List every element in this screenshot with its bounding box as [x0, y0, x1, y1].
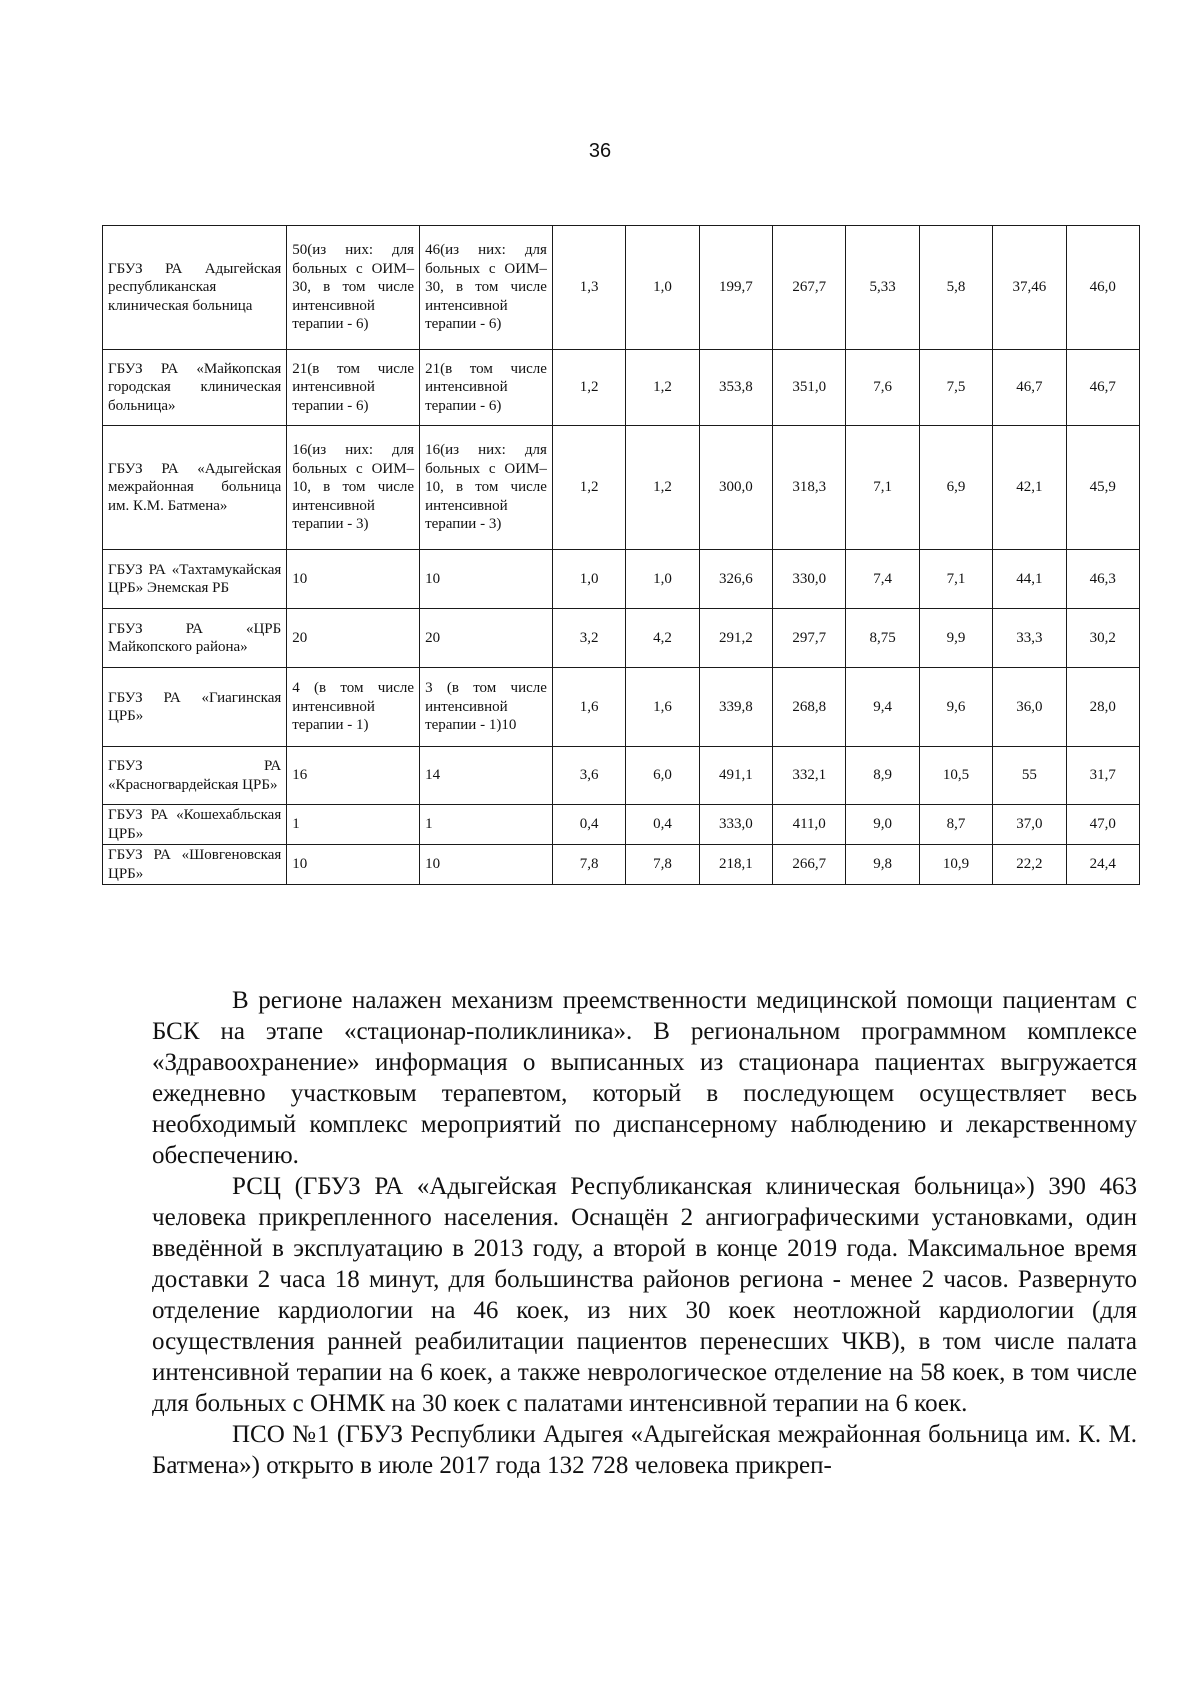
value-cell: 46,3	[1066, 550, 1139, 609]
value-cell: 31,7	[1066, 747, 1139, 805]
table-row	[103, 226, 1140, 350]
bed-capacity-cell: 16(из них: для больных с ОИМ– 10, в том числе интенсивной терапии - 3)	[287, 426, 420, 550]
value-cell: 6,9	[919, 426, 992, 550]
bed-capacity-cell: 10	[420, 845, 553, 885]
table-row	[103, 668, 1140, 747]
value-cell: 268,8	[773, 668, 846, 747]
bed-capacity-cell: 1	[287, 805, 420, 845]
value-cell: 7,1	[846, 426, 919, 550]
value-cell: 7,1	[919, 550, 992, 609]
table-row	[103, 805, 1140, 845]
value-cell: 1,2	[626, 350, 699, 426]
value-cell: 6,0	[626, 747, 699, 805]
hospital-name-cell: ГБУЗ РА Адыгейская республиканская клиническая больница	[103, 226, 287, 350]
value-cell: 9,9	[919, 609, 992, 668]
value-cell: 24,4	[1066, 845, 1139, 885]
bed-capacity-cell: 1	[420, 805, 553, 845]
value-cell: 33,3	[993, 609, 1066, 668]
bed-capacity-cell: 50(из них: для больных с ОИМ– 30, в том числе интенсивной терапии - 6)	[287, 226, 420, 350]
value-cell: 318,3	[773, 426, 846, 550]
value-cell: 45,9	[1066, 426, 1139, 550]
bed-capacity-cell: 16(из них: для больных с ОИМ– 10, в том числе интенсивной терапии - 3)	[420, 426, 553, 550]
value-cell: 266,7	[773, 845, 846, 885]
table-row	[103, 550, 1140, 609]
table-row	[103, 845, 1140, 885]
value-cell: 1,6	[626, 668, 699, 747]
value-cell: 44,1	[993, 550, 1066, 609]
bed-capacity-cell: 16	[287, 747, 420, 805]
value-cell: 28,0	[1066, 668, 1139, 747]
value-cell: 291,2	[699, 609, 772, 668]
table-row	[103, 747, 1140, 805]
value-cell: 55	[993, 747, 1066, 805]
value-cell: 326,6	[699, 550, 772, 609]
value-cell: 37,0	[993, 805, 1066, 845]
value-cell: 5,8	[919, 226, 992, 350]
value-cell: 199,7	[699, 226, 772, 350]
value-cell: 300,0	[699, 426, 772, 550]
value-cell: 46,0	[1066, 226, 1139, 350]
hospital-name-cell: ГБУЗ РА «Гиагинская ЦРБ»	[103, 668, 287, 747]
value-cell: 339,8	[699, 668, 772, 747]
hospital-name-cell: ГБУЗ РА «Адыгейская межрайонная больница им. К.М. Батмена»	[103, 426, 287, 550]
paragraph: В регионе налажен механизм преемственности медицинской помощи пациентам с БСК на этапе «стационар-поликлиника». В региональном программном комплексе «Здравоохранение» информация о выписанных из стационара пациентах выгружается ежедневно участковым терапевтом, который в последующем осуществляет весь необходимый комплекс мероприятий по диспансерному наблюдению и лекарственному обеспечению.	[152, 987, 1137, 1169]
value-cell: 1,0	[626, 550, 699, 609]
bed-capacity-cell: 10	[420, 550, 553, 609]
value-cell: 4,2	[626, 609, 699, 668]
value-cell: 332,1	[773, 747, 846, 805]
bed-capacity-cell: 10	[287, 550, 420, 609]
value-cell: 36,0	[993, 668, 1066, 747]
value-cell: 9,0	[846, 805, 919, 845]
value-cell: 30,2	[1066, 609, 1139, 668]
value-cell: 1,0	[626, 226, 699, 350]
value-cell: 7,8	[552, 845, 625, 885]
value-cell: 3,2	[552, 609, 625, 668]
value-cell: 10,5	[919, 747, 992, 805]
value-cell: 1,3	[552, 226, 625, 350]
value-cell: 9,6	[919, 668, 992, 747]
value-cell: 333,0	[699, 805, 772, 845]
value-cell: 1,2	[626, 426, 699, 550]
value-cell: 267,7	[773, 226, 846, 350]
paragraph: ПСО №1 (ГБУЗ Республики Адыгея «Адыгейская межрайонная больница им. К. М. Батмена») открыто в июле 2017 года 132 728 человека прикреп-	[152, 1421, 1137, 1479]
table-row	[103, 350, 1140, 426]
value-cell: 47,0	[1066, 805, 1139, 845]
bed-capacity-cell: 20	[420, 609, 553, 668]
hospital-name-cell: ГБУЗ РА «ЦРБ Майкопского района»	[103, 609, 287, 668]
value-cell: 46,7	[1066, 350, 1139, 426]
value-cell: 5,33	[846, 226, 919, 350]
hospital-beds-table	[102, 225, 1140, 885]
bed-capacity-cell: 20	[287, 609, 420, 668]
hospital-name-cell: ГБУЗ РА «Тахтамукайская ЦРБ» Энемская РБ	[103, 550, 287, 609]
value-cell: 351,0	[773, 350, 846, 426]
value-cell: 7,5	[919, 350, 992, 426]
value-cell: 297,7	[773, 609, 846, 668]
value-cell: 7,4	[846, 550, 919, 609]
value-cell: 218,1	[699, 845, 772, 885]
value-cell: 37,46	[993, 226, 1066, 350]
value-cell: 8,75	[846, 609, 919, 668]
value-cell: 0,4	[552, 805, 625, 845]
value-cell: 46,7	[993, 350, 1066, 426]
value-cell: 10,9	[919, 845, 992, 885]
value-cell: 0,4	[626, 805, 699, 845]
value-cell: 8,7	[919, 805, 992, 845]
table-row	[103, 609, 1140, 668]
page-number: 36	[588, 140, 612, 162]
value-cell: 1,0	[552, 550, 625, 609]
bed-capacity-cell: 10	[287, 845, 420, 885]
value-cell: 1,6	[552, 668, 625, 747]
hospital-name-cell: ГБУЗ РА «Шовгеновская ЦРБ»	[103, 845, 287, 885]
value-cell: 330,0	[773, 550, 846, 609]
value-cell: 42,1	[993, 426, 1066, 550]
bed-capacity-cell: 4 (в том числе интенсивной терапии - 1)	[287, 668, 420, 747]
hospital-name-cell: ГБУЗ РА «Кошехабльская ЦРБ»	[103, 805, 287, 845]
value-cell: 22,2	[993, 845, 1066, 885]
value-cell: 7,8	[626, 845, 699, 885]
paragraph: РСЦ (ГБУЗ РА «Адыгейская Республиканская клиническая больница») 390 463 человека прикрепленного населения. Оснащён 2 ангиографическими установками, один введённой в эксплуатацию в 2013 году, а второй в конце 2019 года. Максимальное время доставки 2 часа 18 минут, для большинства районов региона - менее 2 часов. Развернуто отделение кардиологии на 46 коек, из них 30 коек неотложной кардиологии (для осуществления ранней реабилитации пациентов перенесших ЧКВ), в том числе палата интенсивной терапии на 6 коек, а также неврологическое отделение на 58 коек, в том числе для больных с ОНМК на 30 коек с палатами интенсивной терапии на 6 коек.	[152, 1173, 1137, 1417]
value-cell: 3,6	[552, 747, 625, 805]
value-cell: 7,6	[846, 350, 919, 426]
value-cell: 353,8	[699, 350, 772, 426]
bed-capacity-cell: 3 (в том числе интенсивной терапии - 1)10	[420, 668, 553, 747]
value-cell: 1,2	[552, 350, 625, 426]
bed-capacity-cell: 14	[420, 747, 553, 805]
hospital-name-cell: ГБУЗ РА «Красногвардейская ЦРБ»	[103, 747, 287, 805]
table-row	[103, 426, 1140, 550]
body-text	[152, 985, 1137, 1481]
value-cell: 9,8	[846, 845, 919, 885]
value-cell: 491,1	[699, 747, 772, 805]
value-cell: 9,4	[846, 668, 919, 747]
hospital-name-cell: ГБУЗ РА «Майкопская городская клиническая больница»	[103, 350, 287, 426]
bed-capacity-cell: 21(в том числе интенсивной терапии - 6)	[287, 350, 420, 426]
value-cell: 8,9	[846, 747, 919, 805]
bed-capacity-cell: 21(в том числе интенсивной терапии - 6)	[420, 350, 553, 426]
value-cell: 1,2	[552, 426, 625, 550]
value-cell: 411,0	[773, 805, 846, 845]
bed-capacity-cell: 46(из них: для больных с ОИМ– 30, в том числе интенсивной терапии - 6)	[420, 226, 553, 350]
